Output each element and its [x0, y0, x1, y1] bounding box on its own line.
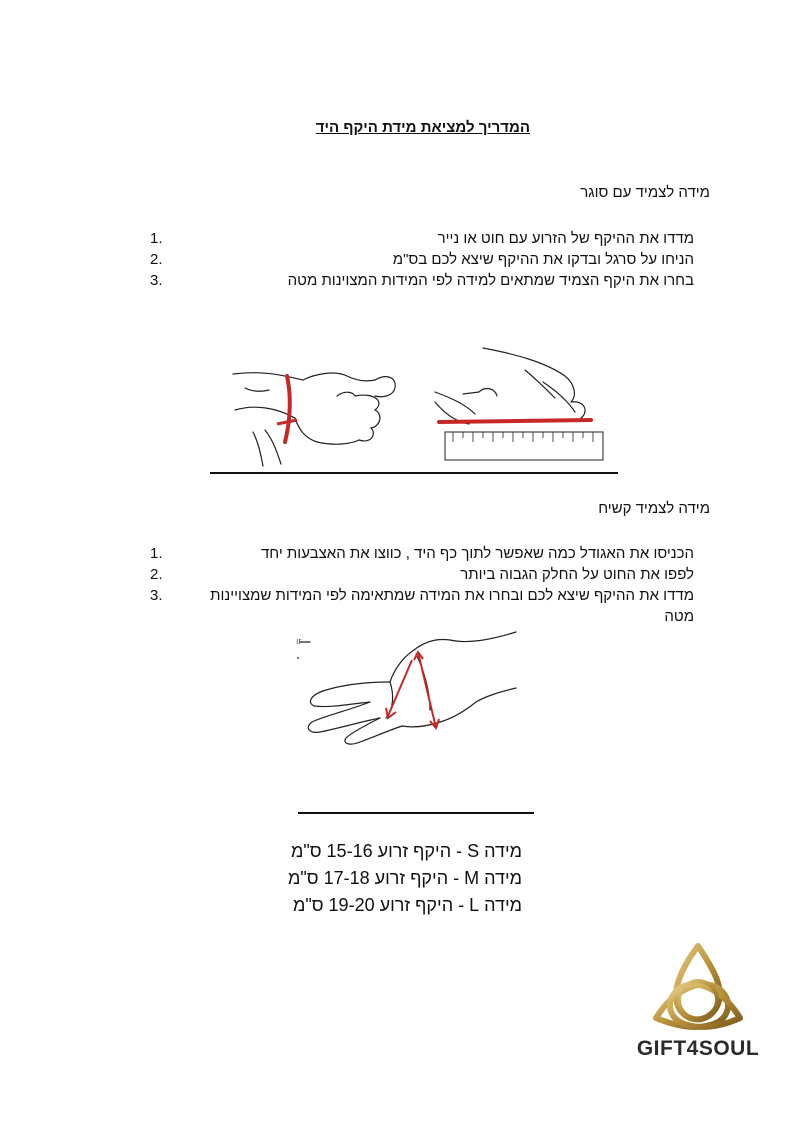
svg-text:ır: ır	[296, 636, 302, 646]
step-text: מדדו את ההיקף של הזרוע עם חוט או נייר	[437, 230, 694, 247]
step-number: 2.	[150, 251, 163, 268]
step-number: 2.	[150, 566, 163, 583]
divider	[298, 812, 534, 814]
list-item	[150, 228, 694, 249]
wrist-measure-illustration	[225, 340, 620, 470]
list-item	[150, 270, 694, 291]
section-heading-clasp: מידה לצמיד עם סוגר	[580, 184, 710, 201]
step-text: בחרו את היקף הצמיד שמתאים למידה לפי המידות המצוינות מטה	[287, 272, 694, 289]
step-text: לפפו את החוט על החלק הגבוה ביותר	[460, 566, 694, 583]
size-row-m: מידה M - היקף זרוע 17-18 ס"מ	[288, 868, 522, 888]
list-item	[150, 249, 694, 270]
steps-list-rigid	[150, 543, 694, 627]
list-item	[150, 543, 694, 564]
step-number: 3.	[150, 587, 163, 604]
divider	[210, 472, 618, 474]
step-text: הניחו על סרגל ובדקו את ההיקף שיצא לכם בס"מ	[392, 251, 694, 268]
logo-text: GIFT4SOUL	[636, 1037, 760, 1060]
list-item	[150, 585, 694, 627]
steps-list-clasp	[150, 228, 694, 291]
step-number: 3.	[150, 272, 163, 289]
size-table	[240, 838, 522, 919]
page-title: המדריך למציאת מידת היקף היד	[315, 119, 530, 136]
list-item	[150, 564, 694, 585]
step-text: מדדו את ההיקף שיצא לכם ובחרו את המידה שמתאימה לפי המידות שמצויינות מטה	[210, 587, 694, 625]
size-row-s: מידה S - היקף זרוע 15-16 ס"מ	[290, 841, 522, 861]
step-number: 1.	[150, 545, 163, 562]
section-heading-rigid: מידה לצמיד קשיח	[598, 500, 710, 517]
hand-measure-illustration	[290, 630, 530, 750]
size-row-l: מידה L - היקף זרוע 19-20 ס"מ	[292, 895, 522, 915]
step-number: 1.	[150, 230, 163, 247]
step-text: הכניסו את האגודל כמה שאפשר לתוך כף היד , כווצו את האצבעות יחד	[260, 545, 694, 562]
gift4soul-logo-icon	[640, 940, 760, 1035]
